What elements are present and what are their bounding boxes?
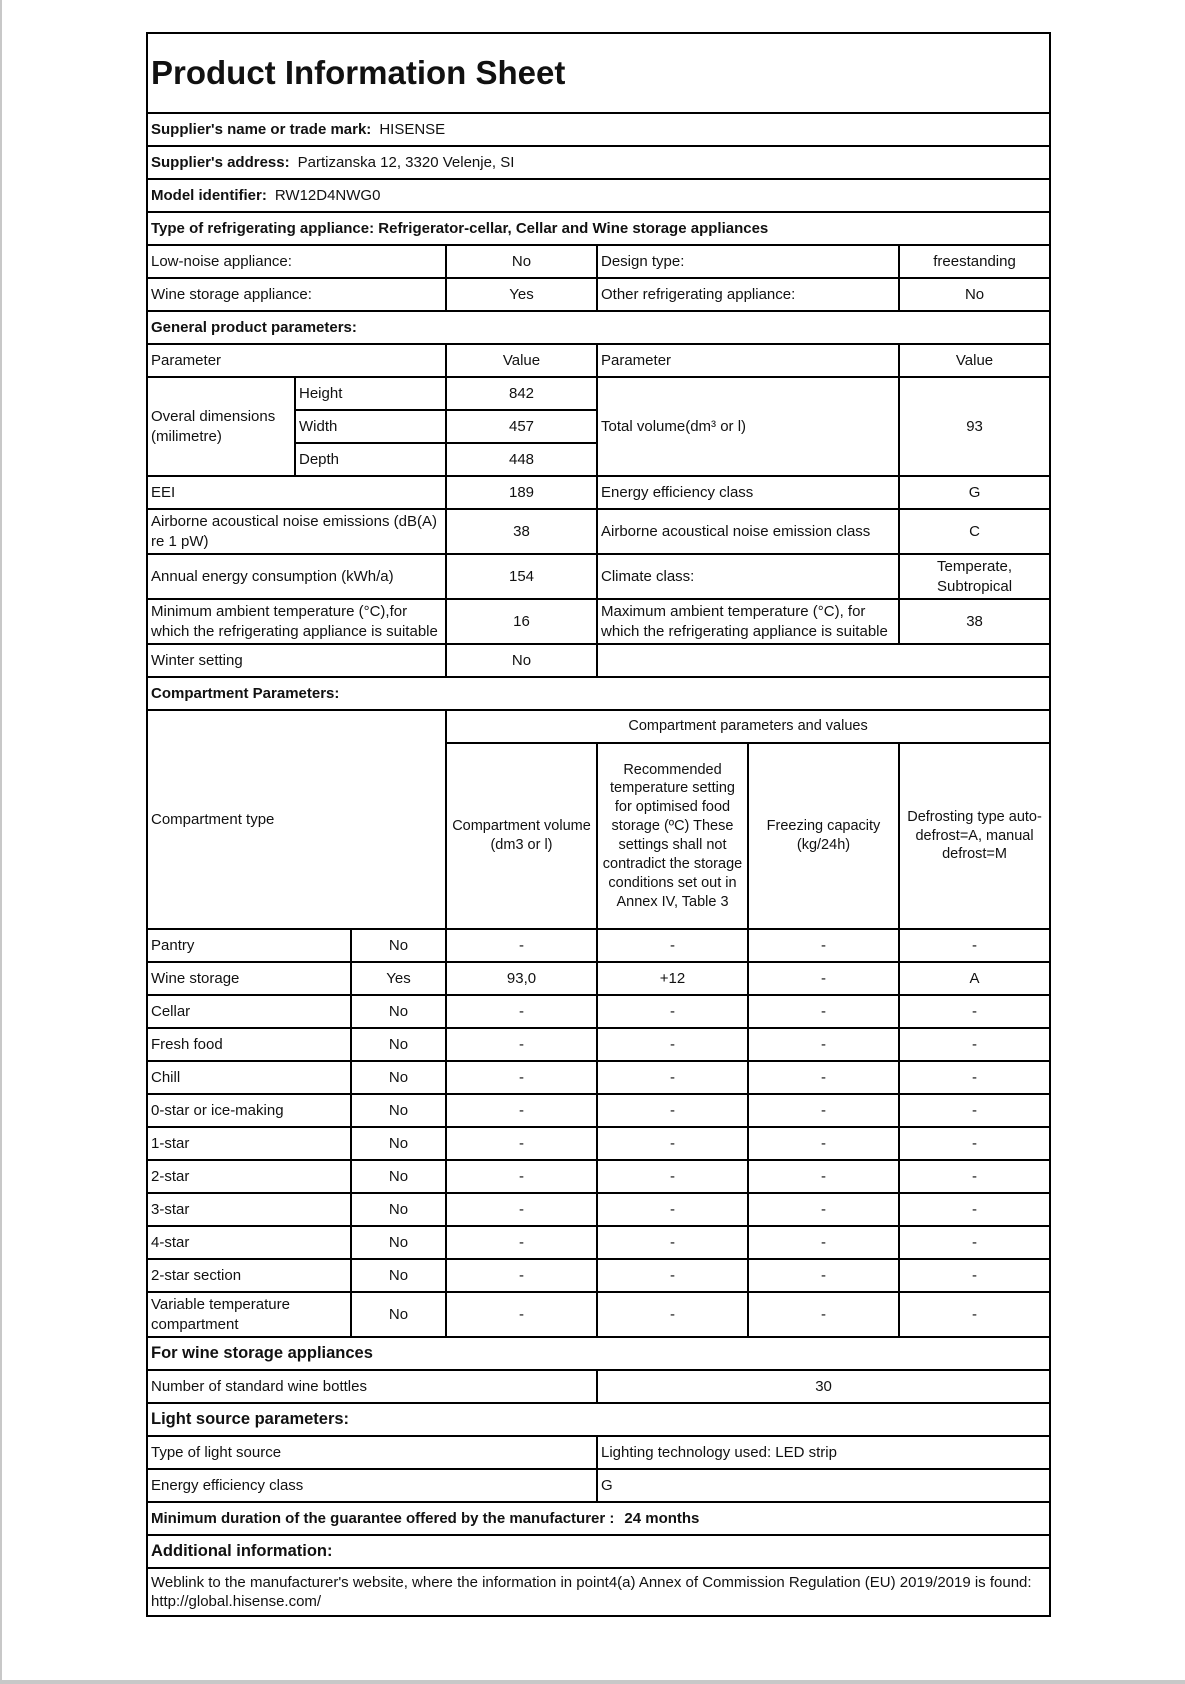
compartment-name: 2-star bbox=[147, 1160, 351, 1193]
compartment-volume: 93,0 bbox=[446, 962, 597, 995]
type-row bbox=[147, 278, 1050, 311]
supplier-address-row bbox=[147, 146, 1050, 179]
compartment-volume: - bbox=[446, 1160, 597, 1193]
compartment-name: 1-star bbox=[147, 1127, 351, 1160]
compartment-freezing: - bbox=[748, 1259, 899, 1292]
compartment-temperature: - bbox=[597, 1193, 748, 1226]
compartment-row bbox=[147, 1127, 1050, 1160]
compartment-temperature: - bbox=[597, 929, 748, 962]
dimension-label: Width bbox=[295, 410, 446, 443]
compartment-freezing: - bbox=[748, 962, 899, 995]
compartment-temperature: - bbox=[597, 1226, 748, 1259]
wine-bottles-value: 30 bbox=[597, 1370, 1050, 1403]
wine-bottles-row bbox=[147, 1370, 1050, 1403]
parameter-label: Airborne acoustical noise emission class bbox=[597, 509, 899, 554]
compartment-freezing: - bbox=[748, 1028, 899, 1061]
compartment-header-row bbox=[147, 710, 1050, 743]
compartment-defrost: - bbox=[899, 1094, 1050, 1127]
compartment-present: No bbox=[351, 1292, 446, 1337]
compartment-defrost: - bbox=[899, 1028, 1050, 1061]
parameter-label: Airborne acoustical noise emissions (dB(A) re 1 pW) bbox=[147, 509, 446, 554]
compartment-volume: - bbox=[446, 1226, 597, 1259]
defrosting-type-header: Defrosting type auto-defrost=A, manual defrost=M bbox=[899, 743, 1050, 929]
compartment-row bbox=[147, 1160, 1050, 1193]
compartment-defrost: - bbox=[899, 995, 1050, 1028]
parameter-label: Energy efficiency class bbox=[597, 476, 899, 509]
parameter-label: Maximum ambient temperature (°C), for which the refrigerating appliance is suitable bbox=[597, 599, 899, 644]
compartment-temperature: - bbox=[597, 1061, 748, 1094]
parameter-value: G bbox=[899, 476, 1050, 509]
compartment-present: No bbox=[351, 1160, 446, 1193]
winter-setting-value: No bbox=[446, 644, 597, 677]
compartment-present: No bbox=[351, 1193, 446, 1226]
freezing-capacity-header: Freezing capacity (kg/24h) bbox=[748, 743, 899, 929]
parameter-value: Temperate, Subtropical bbox=[899, 554, 1050, 599]
column-header: Parameter bbox=[597, 344, 899, 377]
supplier-address-value: Partizanska 12, 3320 Velenje, SI bbox=[297, 153, 515, 171]
page-edge bbox=[0, 1680, 1185, 1684]
type-value: No bbox=[446, 245, 597, 278]
compartment-defrost: - bbox=[899, 1259, 1050, 1292]
compartment-temperature: - bbox=[597, 995, 748, 1028]
light-source-type-value: Lighting technology used: LED strip bbox=[597, 1436, 1050, 1469]
compartment-name: 4-star bbox=[147, 1226, 351, 1259]
compartment-parameters-heading: Compartment Parameters: bbox=[147, 677, 1050, 710]
compartment-name: Fresh food bbox=[147, 1028, 351, 1061]
compartment-name: Wine storage bbox=[147, 962, 351, 995]
compartment-defrost: - bbox=[899, 1193, 1050, 1226]
compartment-temperature: - bbox=[597, 1259, 748, 1292]
total-volume-label: Total volume(dm³ or l) bbox=[597, 377, 899, 476]
dimension-value: 448 bbox=[446, 443, 597, 476]
light-energy-class-value: G bbox=[597, 1469, 1050, 1502]
dimension-label: Height bbox=[295, 377, 446, 410]
parameter-value: 189 bbox=[446, 476, 597, 509]
compartment-present: No bbox=[351, 929, 446, 962]
compartment-temperature: - bbox=[597, 1160, 748, 1193]
guarantee-value: 24 months bbox=[624, 1509, 700, 1527]
page-title: Product Information Sheet bbox=[147, 33, 1050, 113]
manufacturer-weblink: Weblink to the manufacturer's website, where the information in point4(a) Annex of Commission Regulation (EU) 2019/2019 is found: http://global.hisense.com/ bbox=[147, 1568, 1050, 1616]
compartment-temperature: - bbox=[597, 1127, 748, 1160]
compartment-defrost: A bbox=[899, 962, 1050, 995]
compartment-freezing: - bbox=[748, 1061, 899, 1094]
parameter-label: Annual energy consumption (kWh/a) bbox=[147, 554, 446, 599]
compartment-row bbox=[147, 1226, 1050, 1259]
parameter-value: 16 bbox=[446, 599, 597, 644]
compartment-volume: - bbox=[446, 1292, 597, 1337]
compartment-freezing: - bbox=[748, 1094, 899, 1127]
type-row bbox=[147, 245, 1050, 278]
compartment-row bbox=[147, 962, 1050, 995]
light-source-type-label: Type of light source bbox=[147, 1436, 597, 1469]
compartment-row bbox=[147, 995, 1050, 1028]
type-label: Low-noise appliance: bbox=[147, 245, 446, 278]
compartment-present: Yes bbox=[351, 962, 446, 995]
light-energy-class-label: Energy efficiency class bbox=[147, 1469, 597, 1502]
compartment-name: Cellar bbox=[147, 995, 351, 1028]
compartment-type-header: Compartment type bbox=[147, 710, 446, 929]
volume-header: Compartment volume (dm3 or l) bbox=[446, 743, 597, 929]
parameter-label: EEI bbox=[147, 476, 446, 509]
compartment-freezing: - bbox=[748, 1160, 899, 1193]
parameter-row bbox=[147, 476, 1050, 509]
compartment-freezing: - bbox=[748, 1193, 899, 1226]
compartment-present: No bbox=[351, 1259, 446, 1292]
model-identifier-row bbox=[147, 179, 1050, 212]
compartment-temperature: - bbox=[597, 1028, 748, 1061]
guarantee-label: Minimum duration of the guarantee offered by the manufacturer : bbox=[151, 1509, 615, 1527]
type-value: No bbox=[899, 278, 1050, 311]
compartment-present: No bbox=[351, 1226, 446, 1259]
compartment-row bbox=[147, 1193, 1050, 1226]
compartment-volume: - bbox=[446, 1127, 597, 1160]
parameter-value: 154 bbox=[446, 554, 597, 599]
dimension-value: 842 bbox=[446, 377, 597, 410]
compartment-volume: - bbox=[446, 1094, 597, 1127]
compartment-defrost: - bbox=[899, 1226, 1050, 1259]
parameter-value: C bbox=[899, 509, 1050, 554]
compartment-freezing: - bbox=[748, 1292, 899, 1337]
type-label: Other refrigerating appliance: bbox=[597, 278, 899, 311]
column-header: Parameter bbox=[147, 344, 446, 377]
light-source-row bbox=[147, 1436, 1050, 1469]
compartment-volume: - bbox=[446, 1061, 597, 1094]
parameter-row bbox=[147, 599, 1050, 644]
compartment-present: No bbox=[351, 1094, 446, 1127]
compartment-present: No bbox=[351, 1127, 446, 1160]
total-volume-value: 93 bbox=[899, 377, 1050, 476]
empty-cell bbox=[597, 644, 1050, 677]
type-label: Wine storage appliance: bbox=[147, 278, 446, 311]
winter-setting-label: Winter setting bbox=[147, 644, 446, 677]
parameter-row bbox=[147, 509, 1050, 554]
column-header: Value bbox=[446, 344, 597, 377]
dimension-row bbox=[147, 377, 1050, 410]
dimension-label: Depth bbox=[295, 443, 446, 476]
general-header-row bbox=[147, 344, 1050, 377]
compartment-volume: - bbox=[446, 1193, 597, 1226]
compartment-name: 0-star or ice-making bbox=[147, 1094, 351, 1127]
winter-setting-row bbox=[147, 644, 1050, 677]
parameter-label: Minimum ambient temperature (°C),for which the refrigerating appliance is suitable bbox=[147, 599, 446, 644]
parameter-label: Climate class: bbox=[597, 554, 899, 599]
wine-bottles-label: Number of standard wine bottles bbox=[147, 1370, 597, 1403]
type-label: Design type: bbox=[597, 245, 899, 278]
compartment-freezing: - bbox=[748, 995, 899, 1028]
compartment-row bbox=[147, 1028, 1050, 1061]
compartment-row bbox=[147, 1292, 1050, 1337]
compartment-volume: - bbox=[446, 929, 597, 962]
compartment-defrost: - bbox=[899, 1127, 1050, 1160]
compartment-volume: - bbox=[446, 1259, 597, 1292]
supplier-name-row bbox=[147, 113, 1050, 146]
compartment-temperature: - bbox=[597, 1292, 748, 1337]
compartment-name: Chill bbox=[147, 1061, 351, 1094]
model-identifier-label: Model identifier: bbox=[151, 186, 267, 204]
compartment-defrost: - bbox=[899, 929, 1050, 962]
compartment-defrost: - bbox=[899, 1160, 1050, 1193]
page-edge bbox=[0, 0, 2, 1684]
wine-storage-heading: For wine storage appliances bbox=[147, 1337, 1050, 1370]
supplier-address-label: Supplier's address: bbox=[151, 153, 290, 171]
compartment-row bbox=[147, 1061, 1050, 1094]
compartment-name: 2-star section bbox=[147, 1259, 351, 1292]
guarantee-row bbox=[147, 1502, 1050, 1535]
compartment-temperature: - bbox=[597, 1094, 748, 1127]
compartment-temperature: +12 bbox=[597, 962, 748, 995]
dimension-value: 457 bbox=[446, 410, 597, 443]
temperature-header: Recommended temperature setting for optimised food storage (ºC) These settings shall not contradict the storage conditions set out in Annex IV, Table 3 bbox=[597, 743, 748, 929]
parameter-value: 38 bbox=[446, 509, 597, 554]
compartment-params-header: Compartment parameters and values bbox=[446, 710, 1050, 743]
compartment-present: No bbox=[351, 995, 446, 1028]
type-value: freestanding bbox=[899, 245, 1050, 278]
appliance-type: Type of refrigerating appliance: Refrigerator-cellar, Cellar and Wine storage appliances bbox=[147, 212, 1050, 245]
compartment-freezing: - bbox=[748, 929, 899, 962]
compartment-volume: - bbox=[446, 995, 597, 1028]
compartment-freezing: - bbox=[748, 1226, 899, 1259]
general-parameters-heading: General product parameters: bbox=[147, 311, 1050, 344]
compartment-name: Variable temperature compartment bbox=[147, 1292, 351, 1337]
parameter-value: 38 bbox=[899, 599, 1050, 644]
overall-dimensions-label: Overal dimensions (milimetre) bbox=[147, 377, 295, 476]
compartment-defrost: - bbox=[899, 1061, 1050, 1094]
compartment-row bbox=[147, 929, 1050, 962]
compartment-name: 3-star bbox=[147, 1193, 351, 1226]
additional-information-heading: Additional information: bbox=[147, 1535, 1050, 1568]
light-source-heading: Light source parameters: bbox=[147, 1403, 1050, 1436]
compartment-name: Pantry bbox=[147, 929, 351, 962]
compartment-present: No bbox=[351, 1028, 446, 1061]
compartment-freezing: - bbox=[748, 1127, 899, 1160]
light-source-row bbox=[147, 1469, 1050, 1502]
compartment-row bbox=[147, 1094, 1050, 1127]
column-header: Value bbox=[899, 344, 1050, 377]
compartment-defrost: - bbox=[899, 1292, 1050, 1337]
supplier-name-label: Supplier's name or trade mark: bbox=[151, 120, 372, 138]
product-information-table bbox=[146, 32, 1051, 1617]
model-identifier-value: RW12D4NWG0 bbox=[274, 186, 381, 204]
type-value: Yes bbox=[446, 278, 597, 311]
compartment-volume: - bbox=[446, 1028, 597, 1061]
supplier-name-value: HISENSE bbox=[379, 120, 446, 138]
compartment-present: No bbox=[351, 1061, 446, 1094]
compartment-row bbox=[147, 1259, 1050, 1292]
parameter-row bbox=[147, 554, 1050, 599]
